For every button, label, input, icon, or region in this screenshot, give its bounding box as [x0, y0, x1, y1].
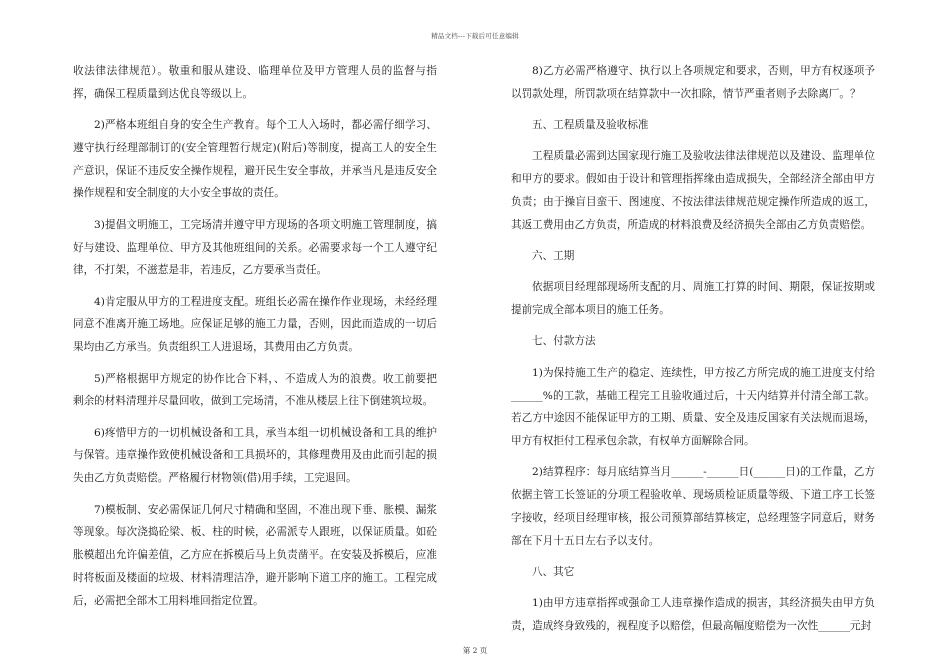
section-heading: 八、其它	[532, 566, 575, 579]
paragraph: 1)为保持施工生产的稳定、连续性，甲方按乙方所完成的施工进度支付给______%的工款，基础工程完工且验收通过后，十天内结算并付清全部工款。若乙方中途因不能保证甲方的工期、质量、安全及违反国家有关法规而退场，甲方有权拒付工程承包余款，有权单方面解除合同。	[511, 366, 875, 448]
paragraph: 1)由甲方违章指挥或强命工人违章操作造成的损害，其经济损失由甲方负责，造成终身致残的，视程度予以赔偿，但最高幅度赔偿为一次性______元封	[511, 597, 875, 633]
section-heading: 六、工期	[532, 250, 575, 263]
page-header: 精品文档---下载后可任意编辑	[431, 32, 519, 40]
section-heading: 五、工程质量及验收标准	[532, 119, 649, 132]
paragraph: 2)严格本班组自身的安全生产教育。每个工人入场时，都必需仔细学习、遵守执行经理部制订的(安全管理暂行规定)(附后)等制度，提高工人的安全生产意识，保证不违反安全操作规程，避开民生安全事故，并承当凡是违反安全操作规程和安全制度的大小安全事故的责任。	[73, 119, 437, 200]
paragraph: 8)乙方必需严格遵守、执行以上各项规定和要求，否则，甲方有权逐项予以罚款处理，所罚款项在结算款中一次扣除，情节严重者则予去除离厂。？	[511, 65, 875, 100]
paragraph: 4)肯定服从甲方的工程进度支配。班组长必需在操作作业现场，未经经理同意不准离开施工场地。应保证足够的施工力量，否则，因此而造成的一切后果均由乙方承当。负责组织工人进退场，其费用由乙方负责。	[73, 295, 437, 354]
paragraph: 3)提倡文明施工，工完场清并遵守甲方现场的各项文明施工管理制度，搞好与建设、监理单位、甲方及其他班组间的关系。必需要求每一个工人遵守纪律，不打架，不滋惹是非，若违反，乙方要承当责任。	[73, 218, 437, 277]
paragraph: 工程质量必需到达国家现行施工及验收法律法律规范以及建设、监理单位和甲方的要求。假如由于设计和管理指挥缘由造成损失，全部经济全部由甲方负责；由于操盲目蛮干、图速度、不按法律法律规范规定操作所造成的返工，其返工费用由乙方负责，所造成的材料浪费及经济损失全部由乙方负责赔偿。	[511, 150, 875, 231]
paragraph: 2)结算程序：每月底结算当月______-______日(______日)的工作量，乙方依据主管工长签证的分项工程验收单、现场质检证质量等级、下道工序工长签字接收，经项目经理审核，报公司预算部结算核定，总经理签字同意后，财务部在下月十五日左右予以支付。	[511, 466, 875, 547]
paragraph: 收法律法律规范）。敬重和服从建设、临理单位及甲方管理人员的监督与指挥，确保工程质量到达优良等级以上。	[73, 65, 437, 100]
right-column	[511, 60, 875, 647]
paragraph: 6)疼惜甲方的一切机械设备和工具，承当本组一切机械设备和工具的维护与保管。违章操作致使机械设备和工具损坏的，其修理费用及由此而引起的损失由乙方负责赔偿。严格履行材物领(借)用手续，工完退回。	[73, 426, 437, 485]
left-column	[73, 60, 437, 621]
paragraph: 5)严格根据甲方规定的协作比合下料，、不造成人为的浪费。收工前要把剩余的材料清理并尽量回收，做到工完场清，不准从楼层上往下倒建筑垃圾。	[73, 372, 437, 408]
paragraph: 7)模板制、安必需保证几何尺寸精确和坚固，不准出现下垂、胀模、漏浆等现象。每次浇捣砼梁、板、柱的时候，必需派专人跟班，以保证质量。如砼胀模超出允许偏差值，乙方应在拆模后马上负责凿平。在安装及拆模后，应准时将板面及楼面的垃圾、材料清理洁净，避开影响下道工序的施工。工程完成后，必需把全部木工用料堆回指定位置。	[73, 503, 437, 607]
section-heading: 七、付款方法	[532, 335, 596, 348]
paragraph: 依据项目经理部现场所支配的月、周施工打算的时间、期限，保证按期或提前完成全部本项目的施工任务。	[511, 281, 875, 317]
page-number: 第 2 页	[462, 646, 488, 655]
